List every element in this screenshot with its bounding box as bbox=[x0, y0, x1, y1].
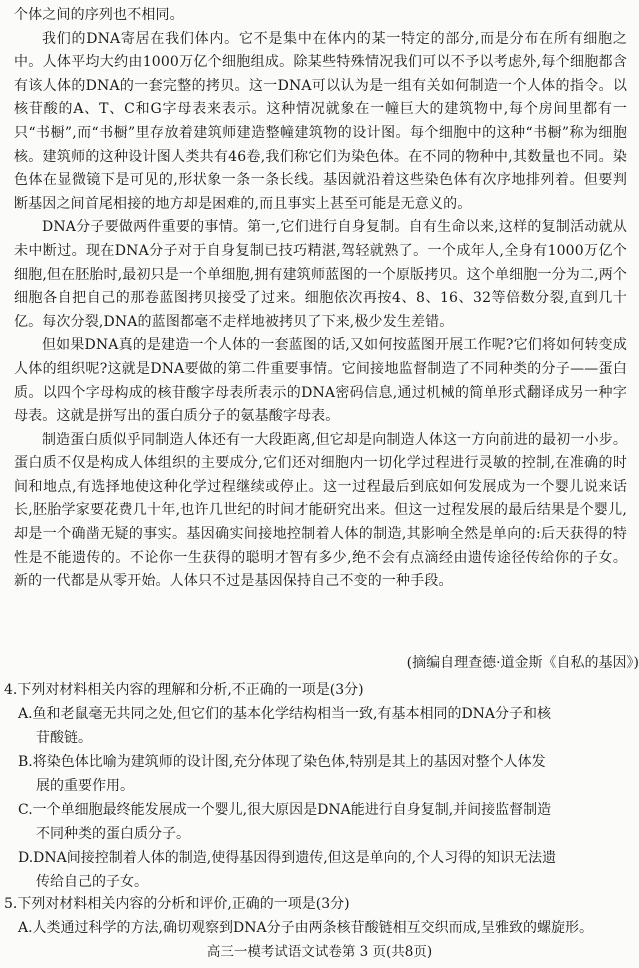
passage-paragraph: 但如果DNA真的是建造一个人体的一套蓝图的话,又如何按蓝图开展工作呢?它们将如何转变成人体的组织呢?这就是DNA要做的第二件重要事情。它间接地监督制造了不同种类的分子——蛋白质。以四个字母构成的核苷酸字母表所表示的DNA密码信息,通过机械的简单形式翻译成另一种字母表。这就是拼写出的蛋白质分子的氨基酸字母表。 bbox=[14, 337, 627, 425]
page-footer: 高三一模考试语文试卷第 3 页(共8页) bbox=[206, 944, 433, 960]
option-d bbox=[0, 846, 639, 894]
option-text-continued: 苷酸链。 bbox=[36, 730, 92, 746]
option-text-continued: 不同种类的蛋白质分子。 bbox=[36, 826, 190, 842]
passage-paragraph: 个体之间的序列也不相同。 bbox=[14, 7, 184, 23]
option-b bbox=[0, 750, 639, 798]
option-text-continued: 传给自己的子女。 bbox=[36, 874, 148, 890]
option-a bbox=[0, 916, 639, 940]
option-text: D.DNA间接控制着人体的制造,使得基因得到遗传,但这是单向的,个人习得的知识无法遗 bbox=[18, 850, 557, 866]
option-text: A.人类通过科学的方法,确切观察到DNA分子由两条核苷酸链相互交织而成,呈雅致的螺旋形。 bbox=[18, 920, 594, 936]
question-4 bbox=[0, 678, 639, 894]
question-stem: 4.下列对材料相关内容的理解和分析,不正确的一项是(3分) bbox=[4, 682, 364, 698]
source-citation: (摘编自理查德·道金斯《自私的基因》) bbox=[406, 655, 639, 671]
passage-paragraph: 我们的DNA寄居在我们体内。它不是集中在体内的某一特定的部分,而是分布在所有细胞之中。人体平均大约由1000万亿个细胞组成。除某些特殊情况我们可以不予以考虑外,每个细胞都含有该人体的DNA的一套完整的拷贝。这一DNA可以认为是一组有关如何制造一个人体的指令。以核苷酸的A、T、C和G字母表来表示。这种情况就象在一幢巨大的建筑物中,每个房间里都有一只“书橱”,而“书橱”里存放着建筑师建造整幢建筑物的设计图。每个细胞中的这种“书橱”称为细胞核。建筑师的这种设计图人类共有46卷,我们称它们为染色体。在不同的物种中,其数量也不同。染色体在显微镜下是可见的,形状象一条一条长线。基因就沿着这些染色体有次序地排列着。但要判断基因之间首尾相接的地方却是困难的,而且事实上甚至可能是无意义的。 bbox=[14, 30, 627, 212]
reading-passage bbox=[0, 4, 639, 594]
option-text: B.将染色体比喻为建筑师的设计图,充分体现了染色体,特别是其上的基因对整个人体发 bbox=[18, 754, 546, 770]
option-text: C.一个单细胞最终能发展成一个婴儿,很大原因是DNA能进行自身复制,并间接监督制造 bbox=[18, 802, 552, 818]
option-c bbox=[0, 798, 639, 846]
question-5 bbox=[0, 892, 639, 940]
passage-paragraph: DNA分子要做两件重要的事情。第一,它们进行自身复制。自有生命以来,这样的复制活动就从未中断过。现在DNA分子对于自身复制已技巧精湛,驾轻就熟了。一个成年人,全身有1000万亿个细胞,但在胚胎时,最初只是一个单细胞,拥有建筑师蓝图的一个原版拷贝。这个单细胞一分为二,两个细胞各自把自己的那卷蓝图拷贝接受了过来。细胞依次再按4、8、16、32等倍数分裂,直到几十亿。每次分裂,DNA的蓝图都毫不走样地被拷贝了下来,极少发生差错。 bbox=[14, 219, 627, 330]
option-a bbox=[0, 702, 639, 750]
option-text: A.鱼和老鼠毫无共同之处,但它们的基本化学结构相当一致,有基本相同的DNA分子和核 bbox=[18, 706, 552, 722]
option-text-continued: 展的重要作用。 bbox=[36, 778, 134, 794]
passage-paragraph: 制造蛋白质似乎同制造人体还有一大段距离,但它却是向制造人体这一方向前进的最初一小步。蛋白质不仅是构成人体组织的主要成分,它们还对细胞内一切化学过程进行灵敏的控制,在准确的时间和地点,有选择地使这种化学过程继续或停止。这一过程最后到底如何发展成为一个婴儿说来话长,胚胎学家要花费几十年,也许几世纪的时间才能研究出来。但这一过程发展的最后结果是个婴儿,却是一个确凿无疑的事实。基因确实间接地控制着人体的制造,其影响全然是单向的:后天获得的特性是不能遗传的。不论你一生获得的聪明才智有多少,绝不会有点滴经由遗传途径传给你的子女。新的一代都是从零开始。人体只不过是基因保持自己不变的一种手段。 bbox=[14, 431, 627, 590]
question-stem: 5.下列对材料相关内容的分析和评价,正确的一项是(3分) bbox=[4, 896, 350, 912]
